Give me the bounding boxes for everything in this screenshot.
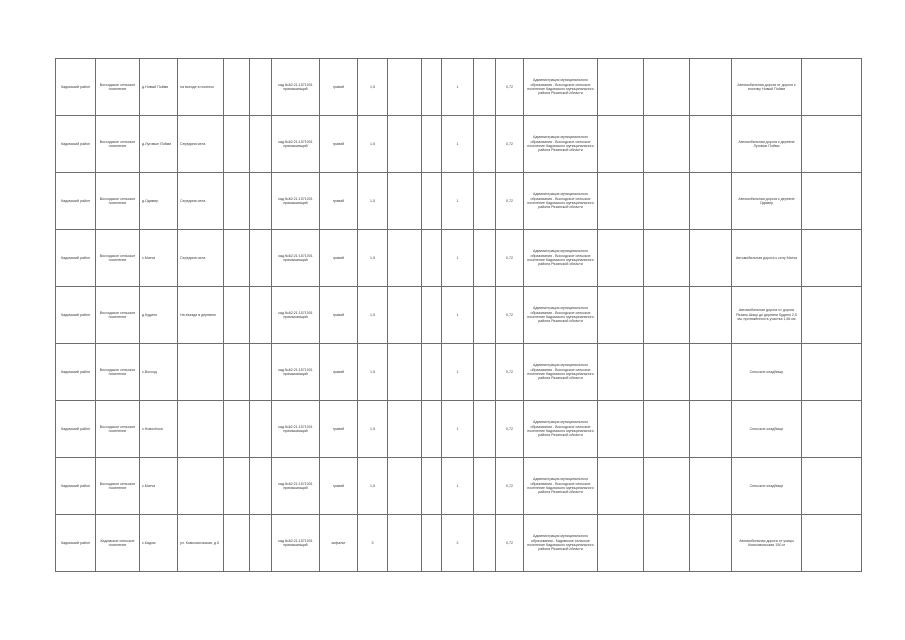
empty-cell bbox=[644, 344, 690, 401]
cell-cad: кад.№62:21:1571001 примыкающий bbox=[272, 401, 320, 458]
cell-location: Середина села bbox=[178, 230, 224, 287]
empty-cell bbox=[802, 287, 862, 344]
cell-owner: Администрация муниципального образования - Восходское сельское поселение Кадомского муниципального района Рязанской области bbox=[524, 287, 598, 344]
empty-cell bbox=[224, 230, 250, 287]
cell-length: 1,5 bbox=[358, 59, 388, 116]
empty-cell bbox=[250, 173, 272, 230]
cell-locality: д.Одимер bbox=[140, 173, 178, 230]
cell-owner: Администрация муниципального образования - Восходское сельское поселение Кадомского муниципального района Рязанской области bbox=[524, 344, 598, 401]
cell-count: 1 bbox=[442, 173, 474, 230]
empty-cell bbox=[474, 515, 496, 572]
cell-cad: кад.№62:21:1571001 примыкающий bbox=[272, 230, 320, 287]
empty-cell bbox=[802, 173, 862, 230]
empty-cell bbox=[690, 59, 732, 116]
empty-cell bbox=[388, 116, 422, 173]
empty-cell bbox=[250, 344, 272, 401]
cell-owner: Администрация муниципального образования - Восходское сельское поселение Кадомского муниципального района Рязанской области bbox=[524, 230, 598, 287]
cell-district: Кадомский район bbox=[56, 401, 96, 458]
cell-settlement: Восходское сельское поселение bbox=[96, 59, 140, 116]
empty-cell bbox=[690, 287, 732, 344]
cell-length: 1,5 bbox=[358, 344, 388, 401]
cell-locality: д.Новый Пойми bbox=[140, 59, 178, 116]
cell-settlement: Восходское сельское поселение bbox=[96, 230, 140, 287]
table-row bbox=[56, 401, 862, 458]
cell-locality: с.Кадом bbox=[140, 515, 178, 572]
empty-cell bbox=[474, 116, 496, 173]
empty-cell bbox=[474, 458, 496, 515]
cell-note: Автомобильная дорога от дороги к поселку Новый Пойми bbox=[732, 59, 802, 116]
table-row bbox=[56, 515, 862, 572]
cell-settlement: Восходское сельское поселение bbox=[96, 116, 140, 173]
empty-cell bbox=[250, 230, 272, 287]
cell-settlement: Восходское сельское поселение bbox=[96, 458, 140, 515]
cell-area: 0,72 bbox=[496, 401, 524, 458]
empty-cell bbox=[690, 116, 732, 173]
empty-cell bbox=[644, 173, 690, 230]
table-row bbox=[56, 173, 862, 230]
cell-length: 1,5 bbox=[358, 458, 388, 515]
empty-cell bbox=[598, 458, 644, 515]
cell-cad: кад.№62:21:1571001 примыкающий bbox=[272, 344, 320, 401]
cell-settlement: Восходское сельское поселение bbox=[96, 173, 140, 230]
table-row bbox=[56, 458, 862, 515]
cell-note: Автомобильная дорога от дороги Рязань-Шацк до деревни Кудино 2,5 км, протяжённость участка 1,56 км bbox=[732, 287, 802, 344]
cell-type: гравий bbox=[320, 116, 358, 173]
empty-cell bbox=[598, 401, 644, 458]
empty-cell bbox=[802, 59, 862, 116]
cell-settlement: Кадомское сельское поселение bbox=[96, 515, 140, 572]
empty-cell bbox=[250, 515, 272, 572]
cell-count: 1 bbox=[442, 344, 474, 401]
empty-cell bbox=[422, 458, 442, 515]
cell-type: гравий bbox=[320, 230, 358, 287]
empty-cell bbox=[388, 287, 422, 344]
cell-location: ул. Комсомольская, д.5 bbox=[178, 515, 224, 572]
empty-cell bbox=[422, 173, 442, 230]
cell-note: Автомобильная дорога к деревне Одимер bbox=[732, 173, 802, 230]
cell-area: 0,72 bbox=[496, 458, 524, 515]
empty-cell bbox=[388, 230, 422, 287]
cell-location bbox=[178, 344, 224, 401]
empty-cell bbox=[690, 458, 732, 515]
cell-area: 0,72 bbox=[496, 230, 524, 287]
empty-cell bbox=[598, 230, 644, 287]
cell-cad: кад.№62:21:1571001 примыкающий bbox=[272, 116, 320, 173]
empty-cell bbox=[422, 230, 442, 287]
cell-type: асфальт bbox=[320, 515, 358, 572]
cell-length: 3 bbox=[358, 515, 388, 572]
cell-type: гравий bbox=[320, 401, 358, 458]
empty-cell bbox=[474, 59, 496, 116]
cell-district: Кадомский район bbox=[56, 458, 96, 515]
cell-area: 0,72 bbox=[496, 116, 524, 173]
cell-locality: с.Восход bbox=[140, 344, 178, 401]
empty-cell bbox=[690, 344, 732, 401]
empty-cell bbox=[690, 230, 732, 287]
cell-location: Середина села bbox=[178, 173, 224, 230]
empty-cell bbox=[388, 344, 422, 401]
table-row bbox=[56, 287, 862, 344]
cell-count: 1 bbox=[442, 230, 474, 287]
empty-cell bbox=[802, 515, 862, 572]
empty-cell bbox=[474, 344, 496, 401]
empty-cell bbox=[644, 287, 690, 344]
cell-count: 1 bbox=[442, 458, 474, 515]
empty-cell bbox=[802, 116, 862, 173]
cell-type: гравий bbox=[320, 344, 358, 401]
cell-note: Автомобильная дорога от улицы Комсомольская 150 м bbox=[732, 515, 802, 572]
cell-count: 1 bbox=[442, 116, 474, 173]
cell-owner: Администрация муниципального образования - Восходское сельское поселение Кадомского муниципального района Рязанской области bbox=[524, 59, 598, 116]
cell-settlement: Восходское сельское поселение bbox=[96, 401, 140, 458]
empty-cell bbox=[250, 401, 272, 458]
empty-cell bbox=[690, 401, 732, 458]
cell-count: 1 bbox=[442, 401, 474, 458]
empty-cell bbox=[802, 230, 862, 287]
cell-area: 0,72 bbox=[496, 287, 524, 344]
empty-cell bbox=[422, 344, 442, 401]
empty-cell bbox=[250, 116, 272, 173]
cell-district: Кадомский район bbox=[56, 116, 96, 173]
empty-cell bbox=[250, 287, 272, 344]
cell-location: Середина села bbox=[178, 116, 224, 173]
cell-owner: Администрация муниципального образования - Восходское сельское поселение Кадомского муниципального района Рязанской области bbox=[524, 401, 598, 458]
empty-cell bbox=[598, 344, 644, 401]
cell-type: гравий bbox=[320, 59, 358, 116]
cell-district: Кадомский район bbox=[56, 230, 96, 287]
cell-note: Автомобильная дорога к селу Матчи bbox=[732, 230, 802, 287]
cell-cad: кад.№62:21:1571001 примыкающий bbox=[272, 458, 320, 515]
register-table bbox=[55, 58, 862, 572]
empty-cell bbox=[598, 116, 644, 173]
empty-cell bbox=[474, 287, 496, 344]
cell-location: на въезде в поселок bbox=[178, 59, 224, 116]
empty-cell bbox=[690, 515, 732, 572]
empty-cell bbox=[644, 116, 690, 173]
empty-cell bbox=[474, 230, 496, 287]
empty-cell bbox=[422, 116, 442, 173]
cell-locality: с.Новосёлки bbox=[140, 401, 178, 458]
empty-cell bbox=[224, 458, 250, 515]
cell-cad: кад.№62:21:1571001 примыкающий bbox=[272, 515, 320, 572]
empty-cell bbox=[224, 401, 250, 458]
cell-district: Кадомский район bbox=[56, 287, 96, 344]
cell-note: Сельское кладбище bbox=[732, 401, 802, 458]
cell-location: На въезде в деревню bbox=[178, 287, 224, 344]
cell-owner: Администрация муниципального образования - Восходское сельское поселение Кадомского муниципального района Рязанской области bbox=[524, 173, 598, 230]
cell-cad: кад.№62:21:1571001 примыкающий bbox=[272, 287, 320, 344]
cell-length: 1,5 bbox=[358, 230, 388, 287]
empty-cell bbox=[598, 287, 644, 344]
empty-cell bbox=[250, 59, 272, 116]
table-row bbox=[56, 230, 862, 287]
empty-cell bbox=[802, 401, 862, 458]
cell-locality: с.Матчи bbox=[140, 458, 178, 515]
empty-cell bbox=[474, 173, 496, 230]
empty-cell bbox=[598, 173, 644, 230]
cell-locality: с.Матчи bbox=[140, 230, 178, 287]
empty-cell bbox=[644, 59, 690, 116]
cell-district: Кадомский район bbox=[56, 59, 96, 116]
cell-count: 1 bbox=[442, 287, 474, 344]
empty-cell bbox=[644, 458, 690, 515]
empty-cell bbox=[802, 458, 862, 515]
empty-cell bbox=[388, 515, 422, 572]
table-row bbox=[56, 59, 862, 116]
cell-type: гравий bbox=[320, 458, 358, 515]
cell-district: Кадомский район bbox=[56, 515, 96, 572]
cell-area: 0,72 bbox=[496, 173, 524, 230]
empty-cell bbox=[422, 287, 442, 344]
cell-locality: д.Кудино bbox=[140, 287, 178, 344]
empty-cell bbox=[224, 515, 250, 572]
empty-cell bbox=[224, 116, 250, 173]
empty-cell bbox=[388, 59, 422, 116]
cell-district: Кадомский район bbox=[56, 344, 96, 401]
cell-count: 2 bbox=[442, 515, 474, 572]
empty-cell bbox=[690, 173, 732, 230]
cell-locality: д.Луговые Пойми bbox=[140, 116, 178, 173]
cell-length: 1,5 bbox=[358, 287, 388, 344]
cell-location bbox=[178, 401, 224, 458]
empty-cell bbox=[422, 401, 442, 458]
cell-owner: Администрация муниципального образования - Восходское сельское поселение Кадомского муниципального района Рязанской области bbox=[524, 458, 598, 515]
empty-cell bbox=[422, 515, 442, 572]
empty-cell bbox=[802, 344, 862, 401]
empty-cell bbox=[474, 401, 496, 458]
cell-note: Автомобильная дорога к деревне Луговые Пойми bbox=[732, 116, 802, 173]
cell-settlement: Восходское сельское поселение bbox=[96, 344, 140, 401]
cell-count: 1 bbox=[442, 59, 474, 116]
empty-cell bbox=[224, 287, 250, 344]
cell-note: Сельское кладбище bbox=[732, 344, 802, 401]
register-table-body bbox=[56, 59, 862, 572]
table-row bbox=[56, 344, 862, 401]
empty-cell bbox=[388, 458, 422, 515]
empty-cell bbox=[224, 173, 250, 230]
cell-area: 0,72 bbox=[496, 344, 524, 401]
cell-owner: Администрация муниципального образования - Восходское сельское поселение Кадомского муниципального района Рязанской области bbox=[524, 116, 598, 173]
cell-area: 0,72 bbox=[496, 515, 524, 572]
empty-cell bbox=[388, 401, 422, 458]
empty-cell bbox=[598, 515, 644, 572]
cell-type: гравий bbox=[320, 173, 358, 230]
cell-length: 1,5 bbox=[358, 401, 388, 458]
cell-settlement: Восходское сельское поселение bbox=[96, 287, 140, 344]
cell-district: Кадомский район bbox=[56, 173, 96, 230]
empty-cell bbox=[388, 173, 422, 230]
cell-length: 1,5 bbox=[358, 173, 388, 230]
cell-length: 1,5 bbox=[358, 116, 388, 173]
cell-location bbox=[178, 458, 224, 515]
empty-cell bbox=[224, 344, 250, 401]
cell-cad: кад.№62:21:1571001 примыкающий bbox=[272, 59, 320, 116]
empty-cell bbox=[644, 401, 690, 458]
cell-cad: кад.№62:21:1571001 примыкающий bbox=[272, 173, 320, 230]
cell-area: 0,72 bbox=[496, 59, 524, 116]
cell-type: гравий bbox=[320, 287, 358, 344]
empty-cell bbox=[250, 458, 272, 515]
empty-cell bbox=[644, 515, 690, 572]
table-row bbox=[56, 116, 862, 173]
empty-cell bbox=[224, 59, 250, 116]
cell-owner: Администрация муниципального образования - Кадомское сельское поселение Кадомского муниципального района Рязанской области bbox=[524, 515, 598, 572]
empty-cell bbox=[422, 59, 442, 116]
cell-note: Сельское кладбище bbox=[732, 458, 802, 515]
empty-cell bbox=[644, 230, 690, 287]
empty-cell bbox=[598, 59, 644, 116]
